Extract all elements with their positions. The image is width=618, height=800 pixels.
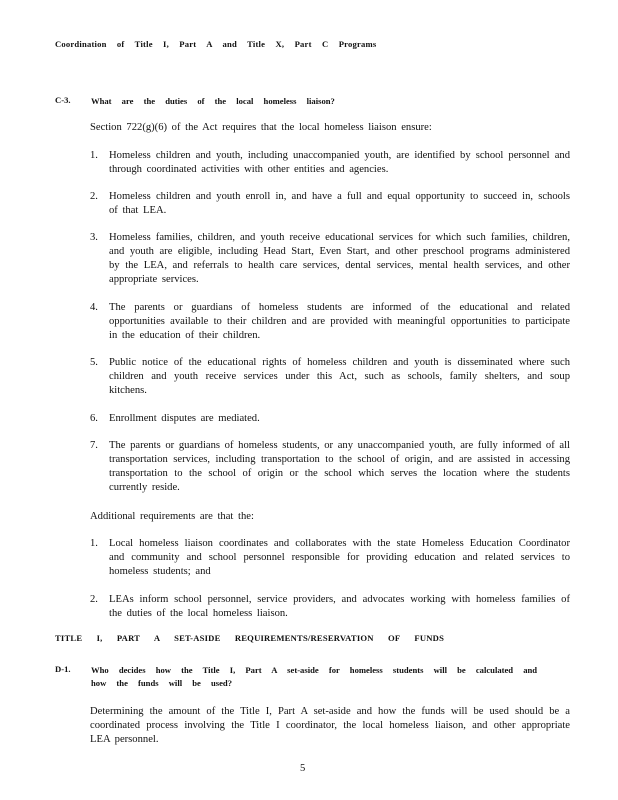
item-text: Public notice of the educational rights of homeless children and youth is disseminated where such children and youth receive services under this Act, such as schools, family shelters, and soup kitchens. bbox=[109, 357, 570, 396]
question-text: What are the duties of the local homeless liaison? bbox=[91, 96, 335, 106]
item-text: LEAs inform school personnel, service providers, and advocates working with homeless families of the duties of the local homeless liaison. bbox=[109, 594, 570, 619]
item-number: 7. bbox=[90, 440, 98, 451]
question-d1 bbox=[55, 664, 575, 692]
question-text-line1: Who decides how the Title I, Part A set-aside for homeless students will be calculated and bbox=[91, 665, 538, 675]
section-heading: TITLE I, PART A SET-ASIDE REQUIREMENTS/RESERVATION OF FUNDS bbox=[55, 633, 445, 643]
item-text: Homeless children and youth enroll in, and have a full and equal opportunity to succeed in, schools of that LEA. bbox=[109, 191, 570, 216]
question-number: C-3. bbox=[55, 95, 71, 105]
item-text: Homeless families, children, and youth receive educational services for which such families, children, and youth are eligible, including Head Start, Even Start, and other preschool programs administered by the LEA, and referrals to health care services, dental services, mental health services, and other appropriate services. bbox=[109, 232, 570, 285]
item-number: 4. bbox=[90, 302, 98, 313]
item-number: 3. bbox=[90, 232, 98, 243]
requirement-item bbox=[90, 537, 570, 579]
question-c3 bbox=[55, 95, 575, 109]
duty-item bbox=[90, 149, 570, 177]
item-text: Homeless children and youth, including unaccompanied youth, are identified by school personnel and through coordinated activities with other entities and agencies. bbox=[109, 150, 570, 175]
item-text: Enrollment disputes are mediated. bbox=[109, 413, 260, 424]
item-text: The parents or guardians of homeless students are informed of the educational and related opportunities available to their children and are provided with meaningful opportunities to participate in the education of their children. bbox=[109, 302, 570, 341]
item-number: 1. bbox=[90, 538, 98, 549]
item-number: 1. bbox=[90, 150, 98, 161]
item-text: The parents or guardians of homeless students, or any unaccompanied youth, are fully informed of all transportation services, including transportation to the school of origin, and are assisted in accessing transportation to the school of origin or the school which serves the location where the students currently reside. bbox=[109, 440, 570, 493]
running-header: Coordination of Title I, Part A and Title X, Part C Programs bbox=[55, 39, 377, 49]
requirement-item bbox=[90, 593, 570, 621]
page-number: 5 bbox=[300, 763, 306, 774]
question-text-line2: how the funds will be used? bbox=[91, 678, 233, 688]
additional-intro: Additional requirements are that the: bbox=[90, 511, 254, 522]
question-number: D-1. bbox=[55, 664, 71, 674]
duty-item bbox=[90, 231, 570, 287]
section-intro: Section 722(g)(6) of the Act requires that the local homeless liaison ensure: bbox=[90, 122, 432, 133]
item-number: 2. bbox=[90, 191, 98, 202]
duty-item bbox=[90, 301, 570, 343]
answer-d1: Determining the amount of the Title I, Part A set-aside and how the funds will be used should be a coordinated process involving the Title I coordinator, the local homeless liaison, and other appropriate LEA personnel. bbox=[90, 706, 570, 745]
duty-item bbox=[90, 439, 570, 495]
duty-item bbox=[90, 190, 570, 218]
item-number: 2. bbox=[90, 594, 98, 605]
duty-item bbox=[90, 412, 570, 426]
duty-item bbox=[90, 356, 570, 398]
item-number: 6. bbox=[90, 413, 98, 424]
item-number: 5. bbox=[90, 357, 98, 368]
item-text: Local homeless liaison coordinates and collaborates with the state Homeless Education Coordinator and community and school personnel responsible for providing education and related services to homeless students; and bbox=[109, 538, 570, 577]
